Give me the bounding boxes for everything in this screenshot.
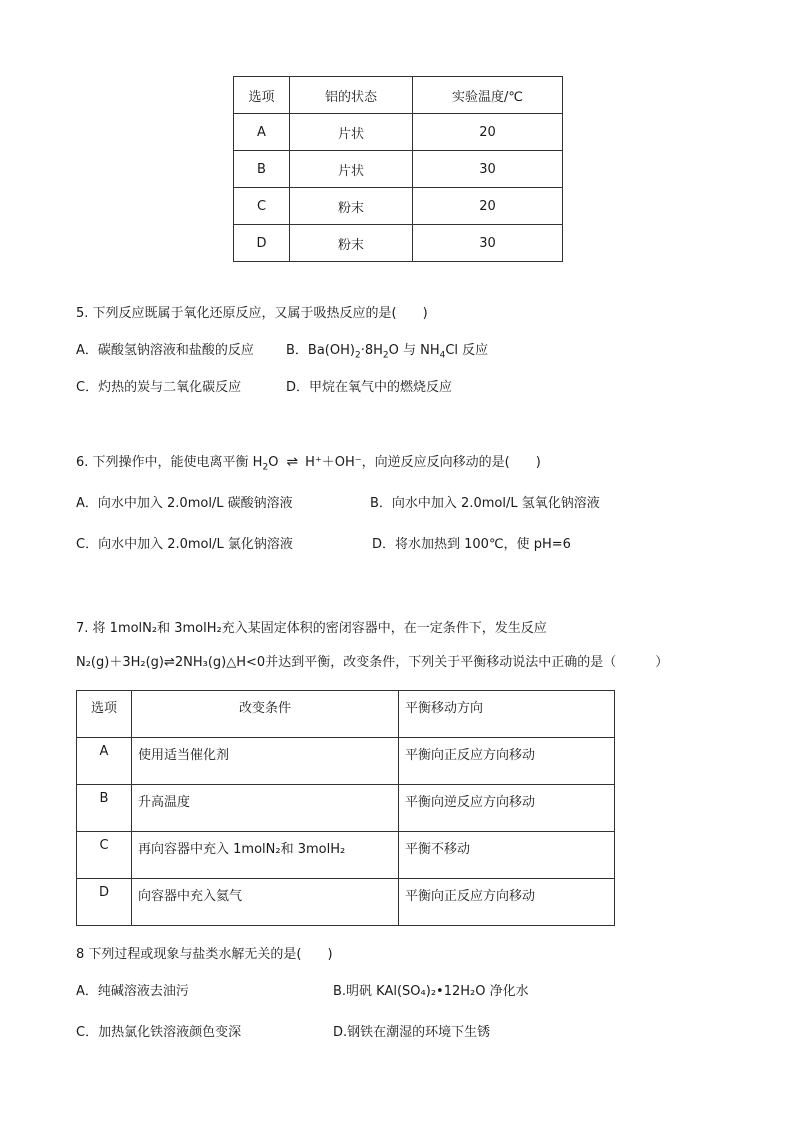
q6-stem-part: 6. 下列操作中，能使电离平衡 H: [76, 455, 263, 470]
table-cell: C: [234, 188, 290, 225]
table-row: [234, 151, 563, 188]
q8-option-b: B.明矾 KAl(SO₄)₂•12H₂O 净化水: [333, 984, 529, 999]
q6-stem: 6. 下列操作中，能使电离平衡 $H_2O$ ⇌ H⁺＋OH⁻，向逆反应反向移动的是( ): [76, 454, 541, 473]
table-header-row: [234, 77, 563, 114]
q8-stem: 8 下列过程或现象与盐类水解无关的是( ): [76, 947, 333, 962]
q7-stem-line1: 7. 将 1molN₂和 3molH₂充入某固定体积的密闭容器中，在一定条件下，发生反应: [76, 621, 547, 636]
table-row: [234, 225, 563, 262]
q6-option-b: B．向水中加入 2.0mol/L 氢氧化钠溶液: [370, 496, 600, 511]
table-cell: 片状: [290, 151, 413, 188]
q6-option-c: C．向水中加入 2.0mol/L 氯化钠溶液: [76, 537, 293, 552]
table-cell: 升高温度: [132, 785, 399, 832]
table-header-cell: 平衡移动方向: [399, 691, 615, 738]
q8-option-c: C．加热氯化铁溶液颜色变深: [76, 1025, 242, 1040]
q8-option-a: A．纯碱溶液去油污: [76, 984, 189, 999]
table-cell: 粉末: [290, 225, 413, 262]
table-cell: 使用适当催化剂: [132, 738, 399, 785]
q5-option-d: D．甲烷在氧气中的燃烧反应: [286, 380, 453, 395]
equilibrium-table: [76, 690, 615, 926]
q8-option-d: D.钢铁在潮湿的环境下生锈: [333, 1025, 491, 1040]
table-cell: D: [234, 225, 290, 262]
table-cell: 片状: [290, 114, 413, 151]
table-cell: 20: [413, 188, 563, 225]
table-cell: 平衡向正反应方向移动: [399, 879, 615, 926]
table-cell: 平衡不移动: [399, 832, 615, 879]
equilibrium-arrow-icon: ⇌: [286, 454, 298, 470]
q5-option-b-part: ·8H: [360, 343, 383, 358]
table-cell: 再向容器中充入 1molN₂和 3molH₂: [132, 832, 399, 879]
table-cell: 向容器中充入氦气: [132, 879, 399, 926]
table-cell: C: [77, 832, 132, 879]
table-row: [77, 785, 615, 832]
q7-equation: N₂(g)＋3H₂(g)⇌2NH₃(g)△H<0: [76, 655, 266, 670]
q5-option-b-part: O 与 NH: [388, 343, 440, 358]
q6-option-a: A．向水中加入 2.0mol/L 碳酸钠溶液: [76, 496, 293, 511]
table-cell: A: [77, 738, 132, 785]
q7-stem-line2: [76, 651, 668, 670]
table-row: [77, 832, 615, 879]
q5-option-b-part: B．Ba(OH): [286, 343, 355, 358]
table-cell: D: [77, 879, 132, 926]
table-row: [234, 188, 563, 225]
table-header-cell: 改变条件: [132, 691, 399, 738]
table-row: [234, 114, 563, 151]
q6-option-d: D．将水加热到 100℃，使 pH=6: [372, 537, 571, 552]
table-cell: 20: [413, 114, 563, 151]
table-header-row: [77, 691, 615, 738]
table-header-cell: 选项: [77, 691, 132, 738]
q6-stem-part: O: [268, 455, 279, 470]
q5-option-b: B．$Ba(OH)_2\cdot 8H_2O$ 与 $NH_4Cl$ 反应: [286, 343, 489, 361]
q6-stem-part: H⁺＋OH⁻，向逆反应反向移动的是( ): [305, 455, 541, 470]
aluminum-table: [233, 76, 563, 262]
q7-stem-rest: 并达到平衡，改变条件，下列关于平衡移动说法中正确的是（ ）: [265, 655, 669, 670]
table-row: [77, 879, 615, 926]
table-cell: 粉末: [290, 188, 413, 225]
q5-option-a: A．碳酸氢钠溶液和盐酸的反应: [76, 343, 254, 358]
table-header-cell: 实验温度/℃: [413, 77, 563, 114]
table-cell: 平衡向正反应方向移动: [399, 738, 615, 785]
q5-stem: 5. 下列反应既属于氧化还原反应，又属于吸热反应的是( ): [76, 306, 428, 321]
table-cell: B: [77, 785, 132, 832]
table-cell: A: [234, 114, 290, 151]
table-header-cell: 铝的状态: [290, 77, 413, 114]
q5-option-c: C．灼热的炭与二氧化碳反应: [76, 380, 242, 395]
table-cell: B: [234, 151, 290, 188]
table-cell: 30: [413, 225, 563, 262]
table-cell: 30: [413, 151, 563, 188]
table-row: [77, 738, 615, 785]
table-cell: 平衡向逆反应方向移动: [399, 785, 615, 832]
q5-option-b-part: Cl 反应: [445, 343, 489, 358]
table-header-cell: 选项: [234, 77, 290, 114]
